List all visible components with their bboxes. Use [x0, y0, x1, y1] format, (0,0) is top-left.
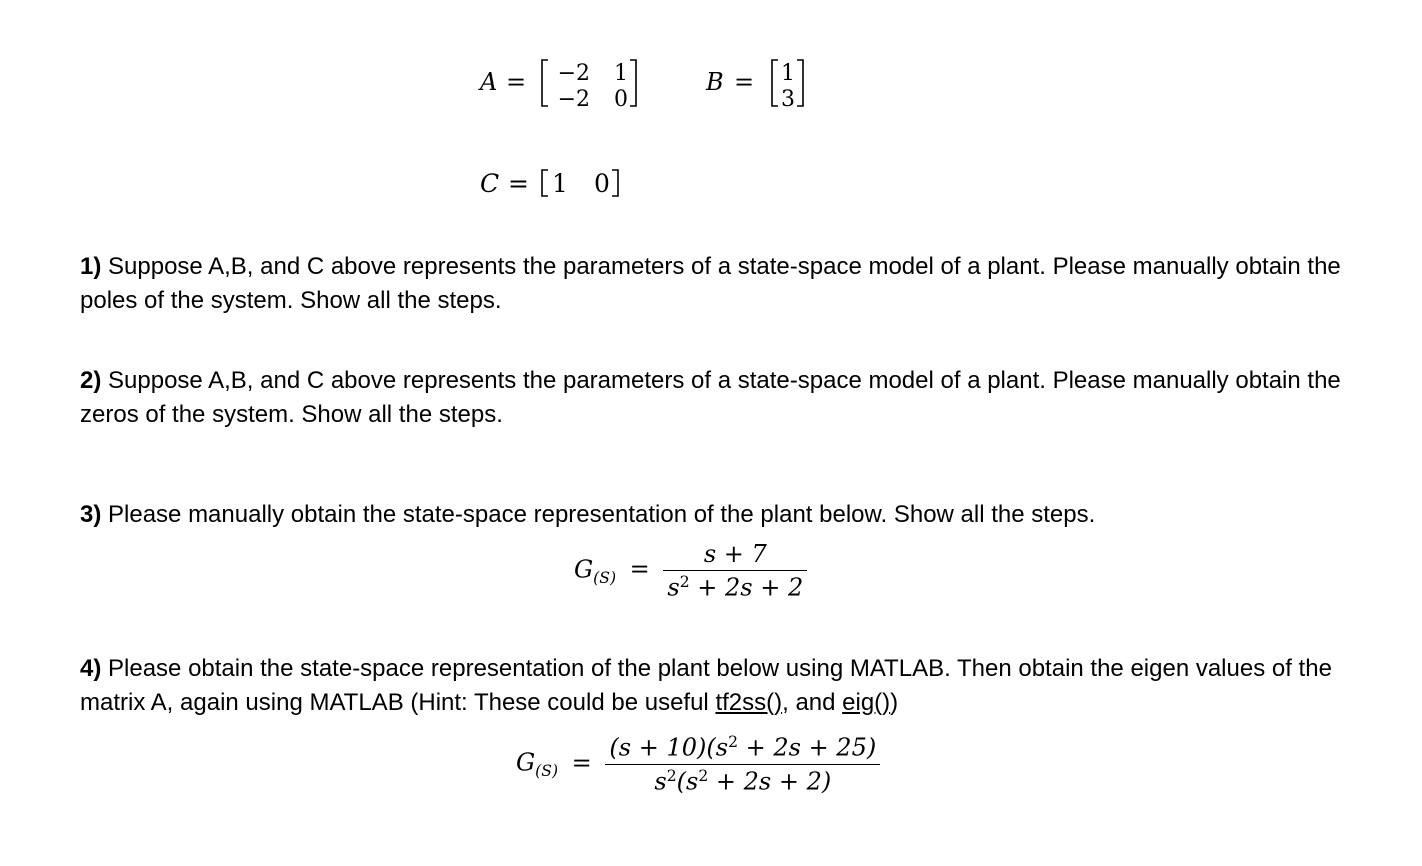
- matrix-a-r2c1: −2: [557, 87, 590, 112]
- question-4-number: 4): [80, 655, 102, 682]
- matrix-a-r2c2: 0: [614, 87, 628, 112]
- tf2-den-exponent-2: 2: [698, 766, 709, 785]
- question-3-number: 3): [80, 501, 102, 528]
- tf1-lhs: G: [574, 555, 594, 584]
- tf2-den-part-b: (s: [676, 767, 699, 796]
- matrix-c-left-bracket: [542, 170, 548, 196]
- tf2-den-part-a: s: [654, 767, 667, 796]
- tf2ss-link[interactable]: tf2ss(): [715, 689, 783, 716]
- matrix-c-name: C: [480, 169, 500, 198]
- matrix-b-r2: 3: [781, 87, 795, 112]
- eig-link[interactable]: eig(): [842, 689, 891, 716]
- matrix-a-left-bracket: [542, 60, 548, 106]
- question-1-number: 1): [80, 253, 102, 280]
- tf2-num-part-b: + 2s + 25): [737, 733, 877, 762]
- tf1-equals: =: [629, 555, 650, 584]
- matrix-c-equals: =: [508, 169, 529, 198]
- tf2-subscript: (S): [535, 762, 559, 781]
- tf2-equals: =: [571, 748, 592, 777]
- matrix-a-equals: =: [506, 68, 527, 96]
- tf1-den-exponent: 2: [679, 573, 690, 591]
- matrix-c-c1: 1: [552, 169, 568, 198]
- matrix-a-r1c2: 1: [614, 61, 628, 86]
- matrix-b-equals: =: [734, 68, 755, 96]
- tf1-numerator: s + 7: [703, 540, 767, 568]
- tf2-den-part-c: + 2s + 2): [708, 767, 832, 796]
- question-1-text: Suppose A,B, and C above represents the parameters of a state-space model of a plant. Please manually obtain the poles of the system. Show all the steps.: [80, 253, 1341, 314]
- question-4-text-mid: , and: [782, 689, 843, 716]
- transfer-function-2: [516, 733, 880, 795]
- matrix-c-drawing: [480, 165, 640, 205]
- tf1-subscript: (S): [593, 568, 617, 587]
- transfer-function-1: [574, 540, 807, 602]
- matrix-a-name: A: [480, 68, 498, 96]
- matrix-b-right-bracket: [797, 60, 803, 106]
- tf2-denominator: [605, 765, 880, 796]
- tf1-fraction: [663, 540, 807, 602]
- matrix-c-right-bracket: [612, 170, 618, 196]
- matrix-a-right-bracket: [630, 60, 636, 106]
- matrix-b-left-bracket: [772, 60, 778, 106]
- matrix-c-c2: 0: [594, 169, 610, 198]
- tf1-den-base: s: [667, 573, 680, 602]
- question-3-text: Please manually obtain the state-space representation of the plant below. Show all the steps.: [108, 501, 1096, 528]
- tf2-numerator: [605, 733, 880, 764]
- question-2: [80, 364, 1380, 432]
- tf2-fraction: [605, 733, 880, 795]
- question-4: [80, 652, 1380, 720]
- question-1: [80, 250, 1380, 318]
- question-3: [80, 498, 1380, 532]
- matrix-b-name: B: [706, 68, 724, 96]
- matrix-a-drawing: [480, 50, 650, 110]
- question-4-text: Please obtain the state-space representation of the plant below using MATLAB. Then obtain the eigen values of the matrix A, again using MATLAB (Hint: These could be useful: [80, 655, 1332, 716]
- question-2-text: Suppose A,B, and C above represents the parameters of a state-space model of a plant. Please manually obtain the zeros of the system. Show all the steps.: [80, 367, 1341, 428]
- tf2-den-exponent-1: 2: [666, 766, 677, 785]
- tf1-den-rest: + 2s + 2: [689, 573, 804, 602]
- question-2-number: 2): [80, 367, 102, 394]
- matrix-a-r1c1: −2: [557, 61, 590, 86]
- tf2-lhs: G: [516, 748, 536, 777]
- tf2-num-part-a: (s + 10)(s: [609, 733, 729, 762]
- question-4-text-after: ): [890, 689, 899, 716]
- matrix-b-r1: 1: [781, 61, 795, 86]
- matrix-b-drawing: [706, 50, 826, 110]
- tf1-denominator: [663, 571, 807, 602]
- tf2-num-exponent: 2: [728, 733, 738, 751]
